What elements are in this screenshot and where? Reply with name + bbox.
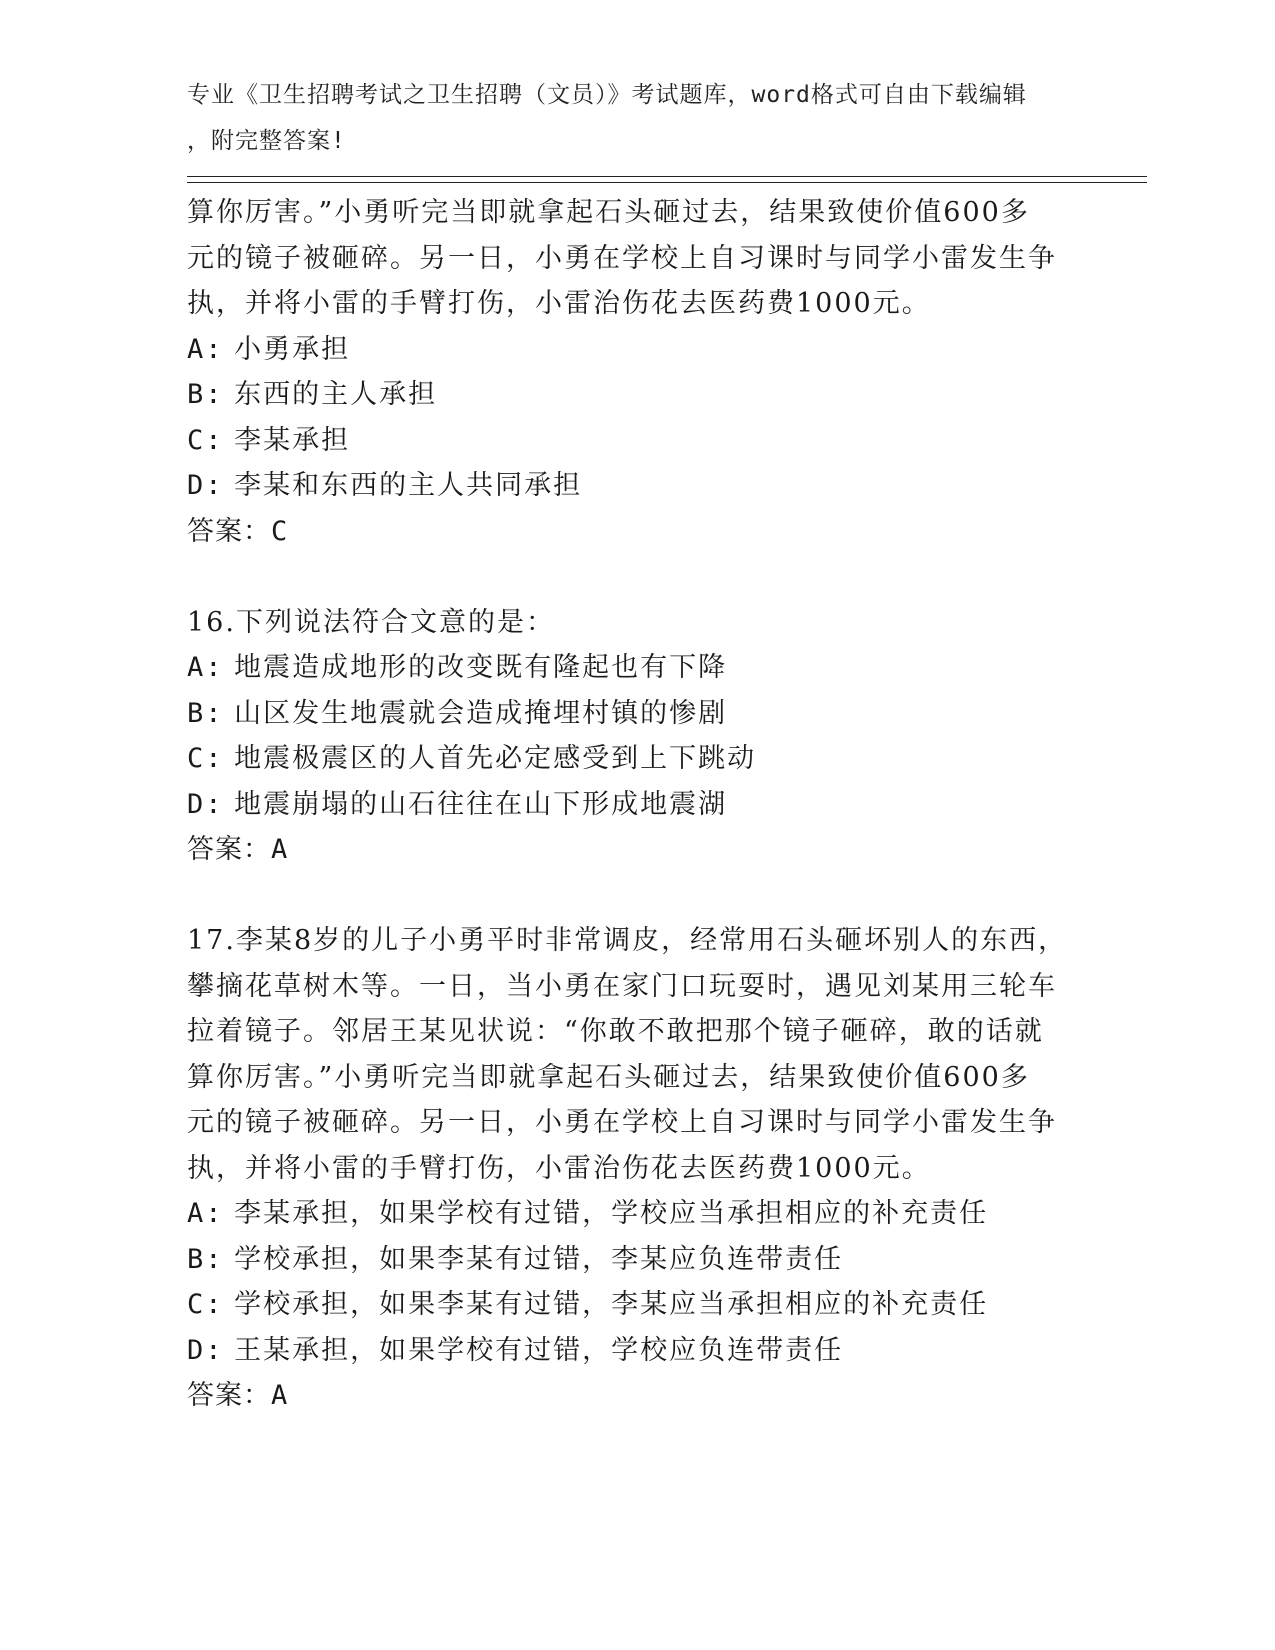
option-text: 李某承担 xyxy=(234,424,351,456)
header-divider-top xyxy=(187,176,1147,177)
option-text: 地震崩塌的山石往往在山下形成地震湖 xyxy=(234,788,728,820)
option-key: A: xyxy=(187,652,224,683)
answer-value: A xyxy=(271,1380,289,1411)
option-text: 学校承担，如果李某有过错，李某应负连带责任 xyxy=(234,1243,844,1275)
option-a xyxy=(187,1191,1087,1237)
question-15-continued xyxy=(187,190,1087,554)
document-header xyxy=(187,73,1067,164)
option-d xyxy=(187,782,1087,828)
option-c xyxy=(187,736,1087,782)
question-stem-line: 攀摘花草树木等。一日，当小勇在家门口玩耍时，遇见刘某用三轮车 xyxy=(187,970,1057,1002)
answer-line xyxy=(187,1373,1087,1419)
option-text: 地震造成地形的改变既有隆起也有下降 xyxy=(234,652,728,683)
header-divider-bottom xyxy=(187,182,1147,183)
option-text: 东西的主人承担 xyxy=(234,379,438,410)
option-b xyxy=(187,691,1087,737)
option-key: D: xyxy=(187,1334,224,1366)
question-stem-line: 拉着镜子。邻居王某见状说：“你敢不敢把那个镜子砸碎，敢的话就 xyxy=(187,1016,1044,1047)
answer-label: 答案： xyxy=(187,515,271,547)
option-d xyxy=(187,463,1087,509)
question-stem-line: 17.李某8岁的儿子小勇平时非常调皮，经常用石头砸坏别人的东西， xyxy=(187,925,1068,956)
header-title-line2: ，附完整答案! xyxy=(187,127,346,154)
option-text: 学校承担，如果李某有过错，李某应当承担相应的补充责任 xyxy=(234,1289,989,1320)
option-key: B: xyxy=(187,379,224,410)
header-title-line1: 专业《卫生招聘考试之卫生招聘（文员）》考试题库，word格式可自由下载编辑 xyxy=(187,82,1027,108)
option-text: 地震极震区的人首先必定感受到上下跳动 xyxy=(234,743,757,774)
question-stem-line: 元的镜子被砸碎。另一日，小勇在学校上自习课时与同学小雷发生争 xyxy=(187,1107,1057,1138)
option-key: D: xyxy=(187,788,224,820)
spacer xyxy=(187,554,1087,600)
option-text: 王某承担，如果学校有过错，学校应负连带责任 xyxy=(234,1334,844,1366)
question-stem: 16.下列说法符合文意的是： xyxy=(187,606,555,638)
option-key: A: xyxy=(187,333,224,365)
question-17 xyxy=(187,918,1087,1419)
option-b xyxy=(187,1237,1087,1283)
option-a xyxy=(187,645,1087,691)
option-text: 李某承担，如果学校有过错，学校应当承担相应的补充责任 xyxy=(234,1198,989,1229)
answer-value: A xyxy=(271,834,289,865)
question-content xyxy=(187,190,1087,1419)
answer-line xyxy=(187,509,1087,555)
option-d xyxy=(187,1328,1087,1374)
option-c xyxy=(187,1282,1087,1328)
option-key: B: xyxy=(187,697,224,729)
question-stem-line: 算你厉害。”小勇听完当即就拿起石头砸过去，结果致使价值600多 xyxy=(187,1061,1030,1093)
option-key: A: xyxy=(187,1198,224,1229)
option-text: 李某和东西的主人共同承担 xyxy=(234,470,583,501)
question-stem-line: 执，并将小雷的手臂打伤，小雷治伤花去医药费1000元。 xyxy=(187,1152,931,1184)
question-stem-line: 元的镜子被砸碎。另一日，小勇在学校上自习课时与同学小雷发生争 xyxy=(187,242,1057,274)
option-key: C: xyxy=(187,743,224,774)
question-stem-line: 执，并将小雷的手臂打伤，小雷治伤花去医药费1000元。 xyxy=(187,288,931,319)
option-text: 小勇承担 xyxy=(234,333,351,365)
option-key: B: xyxy=(187,1243,224,1275)
option-a xyxy=(187,327,1087,373)
option-key: D: xyxy=(187,470,224,501)
option-text: 山区发生地震就会造成掩埋村镇的惨剧 xyxy=(234,697,728,729)
option-key: C: xyxy=(187,424,224,456)
answer-value: C xyxy=(271,515,289,547)
answer-line xyxy=(187,827,1087,873)
spacer xyxy=(187,873,1087,919)
option-c xyxy=(187,418,1087,464)
question-stem-line: 算你厉害。”小勇听完当即就拿起石头砸过去，结果致使价值600多 xyxy=(187,197,1030,228)
question-16 xyxy=(187,600,1087,873)
option-key: C: xyxy=(187,1289,224,1320)
answer-label: 答案： xyxy=(187,834,271,865)
option-b xyxy=(187,372,1087,418)
answer-label: 答案： xyxy=(187,1380,271,1411)
